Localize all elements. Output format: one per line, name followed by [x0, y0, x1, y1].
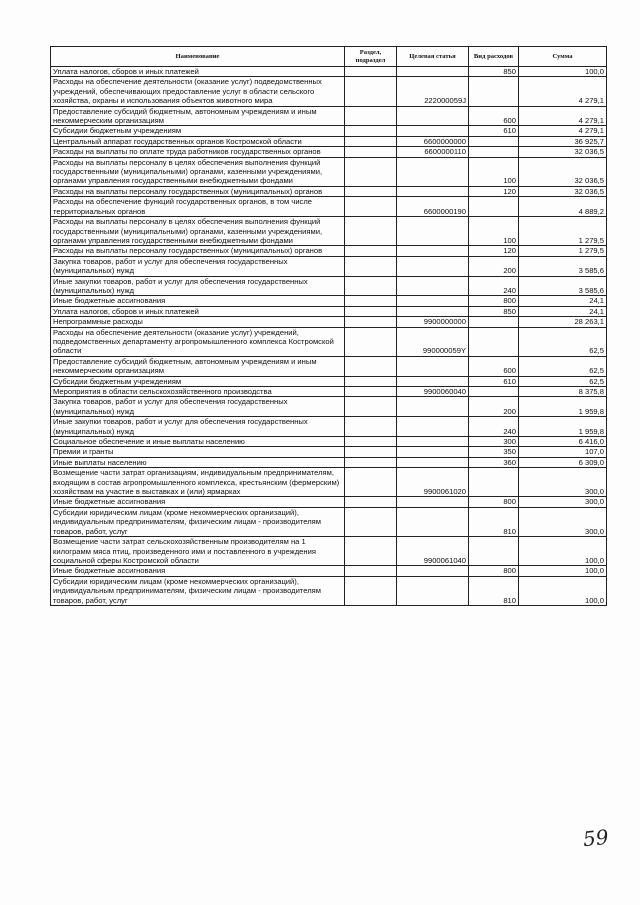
row-section	[345, 197, 397, 217]
row-sum: 3 585,6	[519, 276, 607, 296]
table-row	[51, 566, 607, 576]
row-target	[397, 447, 469, 457]
row-section	[345, 67, 397, 77]
row-name: Центральный аппарат государственных органов Костромской области	[51, 136, 345, 146]
table-row	[51, 136, 607, 146]
table-row	[51, 246, 607, 256]
row-type	[469, 468, 519, 497]
row-type: 360	[469, 457, 519, 467]
header-section: Раздел, подраздел	[345, 47, 397, 67]
row-name: Иные бюджетные ассигнования	[51, 497, 345, 507]
table-row	[51, 296, 607, 306]
row-sum: 300,0	[519, 507, 607, 536]
row-type: 800	[469, 566, 519, 576]
row-name: Возмещение части затрат сельскохозяйственным производителям на 1 килограмм мяса птиц, произведенного ими и поставленного в учреждения социальной сферы Костромской области	[51, 537, 345, 566]
row-type: 120	[469, 246, 519, 256]
row-name: Возмещение части затрат организациям, индивидуальным предпринимателям, входящим в состав агропромышленного комплекса, крестьянским (фермерским) хозяйствам на участие в выставках и (или) ярмарках	[51, 468, 345, 497]
row-name: Расходы на выплаты персоналу в целях обеспечения выполнения функций государственными (муниципальными) органами, казенными учреждениями, органами управления государственными внебюджетными фондами	[51, 157, 345, 186]
row-name: Закупка товаров, работ и услуг для обеспечения государственных (муниципальных) нужд	[51, 256, 345, 276]
row-name: Расходы на обеспечение функций государственных органов, в том числе территориальных органов	[51, 197, 345, 217]
row-sum: 300,0	[519, 497, 607, 507]
table-row	[51, 306, 607, 316]
row-sum: 8 375,8	[519, 387, 607, 397]
row-sum: 36 925,7	[519, 136, 607, 146]
table-row	[51, 186, 607, 196]
row-type: 600	[469, 106, 519, 126]
row-name: Расходы на выплаты персоналу в целях обеспечения выполнения функций государственными (муниципальными) органами, казенными учреждениями, органами управления государственными внебюджетными фондами	[51, 217, 345, 246]
row-target	[397, 306, 469, 316]
row-type: 610	[469, 126, 519, 136]
row-type: 200	[469, 397, 519, 417]
table-row	[51, 387, 607, 397]
row-target	[397, 566, 469, 576]
row-type: 100	[469, 157, 519, 186]
row-target: 9900000000	[397, 317, 469, 327]
table-row	[51, 376, 607, 386]
row-target	[397, 67, 469, 77]
row-name: Субсидии юридическим лицам (кроме некоммерческих организаций), индивидуальным предпринимателям, физическим лицам - производителям товаров, работ, услуг	[51, 576, 345, 605]
row-section	[345, 397, 397, 417]
row-sum: 6 416,0	[519, 437, 607, 447]
row-sum: 32 036,5	[519, 157, 607, 186]
table-row	[51, 507, 607, 536]
table-row	[51, 157, 607, 186]
row-section	[345, 256, 397, 276]
row-sum: 3 585,6	[519, 256, 607, 276]
row-sum: 4 279,1	[519, 106, 607, 126]
row-section	[345, 106, 397, 126]
row-section	[345, 437, 397, 447]
row-sum: 100,0	[519, 566, 607, 576]
row-target	[397, 296, 469, 306]
row-type: 800	[469, 497, 519, 507]
row-type	[469, 327, 519, 356]
row-name: Субсидии бюджетным учреждениям	[51, 376, 345, 386]
row-name: Субсидии бюджетным учреждениям	[51, 126, 345, 136]
row-target: 6600000110	[397, 147, 469, 157]
row-sum: 62,5	[519, 376, 607, 386]
row-target	[397, 356, 469, 376]
row-section	[345, 576, 397, 605]
row-section	[345, 566, 397, 576]
row-target: 990000059Y	[397, 327, 469, 356]
row-target	[397, 376, 469, 386]
table-row	[51, 276, 607, 296]
row-sum: 6 309,0	[519, 457, 607, 467]
table-row	[51, 126, 607, 136]
header-target: Целевая статья	[397, 47, 469, 67]
row-name: Уплата налогов, сборов и иных платежей	[51, 306, 345, 316]
row-target	[397, 217, 469, 246]
row-sum: 1 279,5	[519, 217, 607, 246]
row-type: 350	[469, 447, 519, 457]
table-row	[51, 217, 607, 246]
row-section	[345, 136, 397, 146]
row-type: 100	[469, 217, 519, 246]
row-name: Предоставление субсидий бюджетным, автономным учреждениям и иным некоммерческим организациям	[51, 106, 345, 126]
row-target	[397, 576, 469, 605]
row-name: Закупка товаров, работ и услуг для обеспечения государственных (муниципальных) нужд	[51, 397, 345, 417]
page-number: 59	[581, 824, 610, 852]
row-type: 120	[469, 186, 519, 196]
row-target	[397, 126, 469, 136]
table-row	[51, 327, 607, 356]
table-row	[51, 457, 607, 467]
row-type: 240	[469, 276, 519, 296]
row-section	[345, 77, 397, 106]
row-target	[397, 457, 469, 467]
table-row	[51, 576, 607, 605]
row-name: Расходы на обеспечение деятельности (оказание услуг) подведомственных учреждений, обеспечивающих предоставление услуг в области сельского хозяйства, охраны и использования объектов животного мира	[51, 77, 345, 106]
table-header-row	[51, 47, 607, 67]
row-sum: 32 036,5	[519, 147, 607, 157]
row-sum: 1 959,8	[519, 417, 607, 437]
row-type: 300	[469, 437, 519, 447]
row-section	[345, 468, 397, 497]
row-type	[469, 317, 519, 327]
row-type: 240	[469, 417, 519, 437]
table-row	[51, 356, 607, 376]
row-target	[397, 246, 469, 256]
row-target: 9900061020	[397, 468, 469, 497]
row-sum: 1 959,8	[519, 397, 607, 417]
row-type	[469, 136, 519, 146]
row-target	[397, 507, 469, 536]
row-type: 810	[469, 576, 519, 605]
table-row	[51, 147, 607, 157]
row-section	[345, 126, 397, 136]
row-target: 6600000190	[397, 197, 469, 217]
row-type: 850	[469, 67, 519, 77]
row-section	[345, 317, 397, 327]
row-target	[397, 106, 469, 126]
row-sum: 24,1	[519, 296, 607, 306]
table-row	[51, 197, 607, 217]
row-target	[397, 276, 469, 296]
row-target	[397, 497, 469, 507]
table-row	[51, 397, 607, 417]
row-sum: 62,5	[519, 356, 607, 376]
row-sum: 24,1	[519, 306, 607, 316]
table-row	[51, 77, 607, 106]
row-name: Социальное обеспечение и иные выплаты населению	[51, 437, 345, 447]
row-type	[469, 147, 519, 157]
header-sum: Сумма	[519, 47, 607, 67]
row-section	[345, 376, 397, 386]
row-section	[345, 276, 397, 296]
row-type: 810	[469, 507, 519, 536]
table-row	[51, 67, 607, 77]
row-type	[469, 387, 519, 397]
row-sum: 100,0	[519, 67, 607, 77]
row-type	[469, 197, 519, 217]
row-type: 600	[469, 356, 519, 376]
table-row	[51, 537, 607, 566]
row-name: Расходы на обеспечение деятельности (оказание услуг) учреждений, подведомственных департаменту агропромышленного комплекса Костромской области	[51, 327, 345, 356]
row-name: Субсидии юридическим лицам (кроме некоммерческих организаций), индивидуальным предпринимателям, физическим лицам - производителям товаров, работ, услуг	[51, 507, 345, 536]
row-target: 6600000000	[397, 136, 469, 146]
table-row	[51, 317, 607, 327]
row-name: Иные выплаты населению	[51, 457, 345, 467]
row-type: 850	[469, 306, 519, 316]
row-section	[345, 507, 397, 536]
table-row	[51, 256, 607, 276]
row-name: Расходы на выплаты по оплате труда работников государственных органов	[51, 147, 345, 157]
row-sum: 62,5	[519, 327, 607, 356]
row-target	[397, 186, 469, 196]
row-section	[345, 537, 397, 566]
row-section	[345, 186, 397, 196]
row-type: 800	[469, 296, 519, 306]
row-sum: 4 279,1	[519, 126, 607, 136]
row-name: Расходы на выплаты персоналу государственных (муниципальных) органов	[51, 186, 345, 196]
row-target	[397, 417, 469, 437]
row-target: 9900060040	[397, 387, 469, 397]
row-section	[345, 387, 397, 397]
row-type	[469, 537, 519, 566]
budget-table	[50, 46, 607, 606]
row-section	[345, 417, 397, 437]
row-name: Иные бюджетные ассигнования	[51, 296, 345, 306]
header-name: Наименование	[51, 47, 345, 67]
row-section	[345, 296, 397, 306]
row-name: Иные закупки товаров, работ и услуг для обеспечения государственных (муниципальных) нужд	[51, 417, 345, 437]
row-name: Мероприятия в области сельскохозяйственного производства	[51, 387, 345, 397]
header-type: Вид расходов	[469, 47, 519, 67]
row-name: Премии и гранты	[51, 447, 345, 457]
row-section	[345, 447, 397, 457]
row-section	[345, 497, 397, 507]
row-sum: 4 279,1	[519, 77, 607, 106]
row-type: 610	[469, 376, 519, 386]
row-section	[345, 217, 397, 246]
row-section	[345, 356, 397, 376]
row-sum: 1 279,5	[519, 246, 607, 256]
row-name: Предоставление субсидий бюджетным, автономным учреждениям и иным некоммерческим организациям	[51, 356, 345, 376]
row-name: Расходы на выплаты персоналу государственных (муниципальных) органов	[51, 246, 345, 256]
row-name: Уплата налогов, сборов и иных платежей	[51, 67, 345, 77]
row-sum: 4 889,2	[519, 197, 607, 217]
row-sum: 107,0	[519, 447, 607, 457]
table-row	[51, 468, 607, 497]
row-sum: 300,0	[519, 468, 607, 497]
row-section	[345, 327, 397, 356]
row-type	[469, 77, 519, 106]
row-sum: 28 263,1	[519, 317, 607, 327]
row-name: Непрограммные расходы	[51, 317, 345, 327]
table-row	[51, 106, 607, 126]
row-section	[345, 457, 397, 467]
row-sum: 100,0	[519, 576, 607, 605]
table-row	[51, 447, 607, 457]
row-section	[345, 147, 397, 157]
table-row	[51, 437, 607, 447]
row-target	[397, 437, 469, 447]
row-target	[397, 157, 469, 186]
table-row	[51, 417, 607, 437]
row-section	[345, 306, 397, 316]
row-target: 222000059J	[397, 77, 469, 106]
row-section	[345, 246, 397, 256]
row-target	[397, 397, 469, 417]
row-sum: 100,0	[519, 537, 607, 566]
row-target	[397, 256, 469, 276]
row-section	[345, 157, 397, 186]
row-target: 9900061040	[397, 537, 469, 566]
table-row	[51, 497, 607, 507]
row-sum: 32 036,5	[519, 186, 607, 196]
row-name: Иные закупки товаров, работ и услуг для обеспечения государственных (муниципальных) нужд	[51, 276, 345, 296]
table-body	[51, 67, 607, 606]
row-name: Иные бюджетные ассигнования	[51, 566, 345, 576]
row-type: 200	[469, 256, 519, 276]
